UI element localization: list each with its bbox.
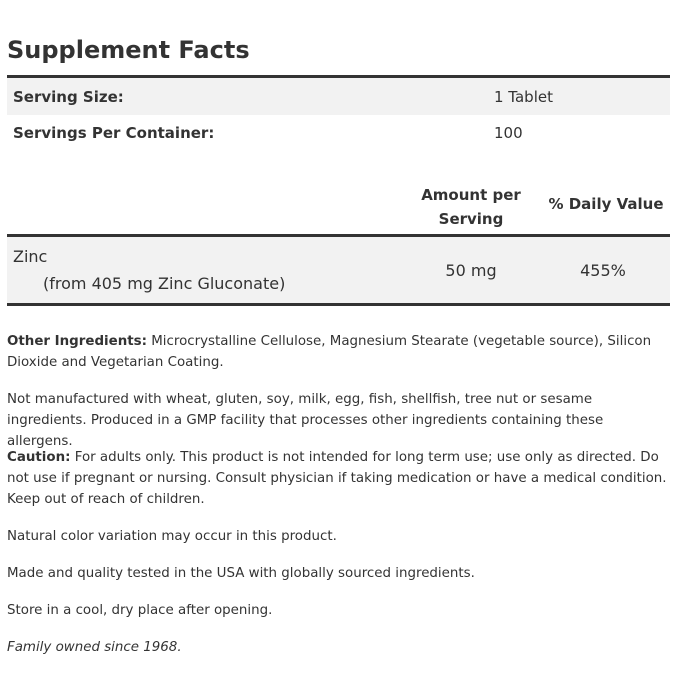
- bottom-divider: [7, 303, 670, 306]
- allergen-statement: Not manufactured with wheat, gluten, soy, milk, egg, fish, shellfish, tree nut or sesame ingredients. Produced in a GMP facility that processes other ingredients containing these allergens.: [7, 392, 604, 449]
- amount-header-line1: Amount per: [421, 186, 521, 204]
- amount-per-serving-header: [411, 183, 531, 231]
- daily-value-header: % Daily Value: [548, 195, 664, 213]
- other-ingredients-text: Microcrystalline Cellulose, Magnesium Stearate (vegetable source), Silicon Dioxide and Vegetarian Coating.: [7, 334, 652, 370]
- storage-note: Store in a cool, dry place after opening.: [7, 603, 273, 618]
- amount-header-line2: Serving: [438, 210, 504, 228]
- nutrient-daily-value: 455%: [580, 261, 626, 280]
- origin-note: Made and quality tested in the USA with globally sourced ingredients.: [7, 566, 475, 581]
- servings-per-container-label: Servings Per Container:: [13, 124, 215, 142]
- nutrient-row-zinc: [7, 237, 670, 303]
- caution-text: For adults only. This product is not intended for long term use; use only as directed. Do not use if pregnant or nursing. Consult physician if taking medication or have a medical condition. Keep out of reach of children.: [7, 450, 667, 507]
- caution-statement: [7, 447, 667, 510]
- other-ingredients: [7, 331, 667, 373]
- page-title: Supplement Facts: [7, 36, 250, 64]
- servings-per-container-row: [7, 115, 670, 151]
- caution-label: Caution:: [7, 450, 71, 465]
- serving-size-label: Serving Size:: [13, 88, 124, 106]
- nutrient-source: (from 405 mg Zinc Gluconate): [43, 274, 286, 293]
- family-owned-note: Family owned since 1968.: [7, 640, 182, 655]
- other-ingredients-label: Other Ingredients:: [7, 334, 147, 349]
- serving-size-value: 1 Tablet: [494, 88, 553, 106]
- servings-per-container-value: 100: [494, 124, 523, 142]
- nutrient-amount: 50 mg: [445, 261, 497, 280]
- nutrient-name: Zinc: [13, 247, 48, 266]
- color-variation-note: Natural color variation may occur in this product.: [7, 529, 337, 544]
- serving-size-row: [7, 78, 670, 115]
